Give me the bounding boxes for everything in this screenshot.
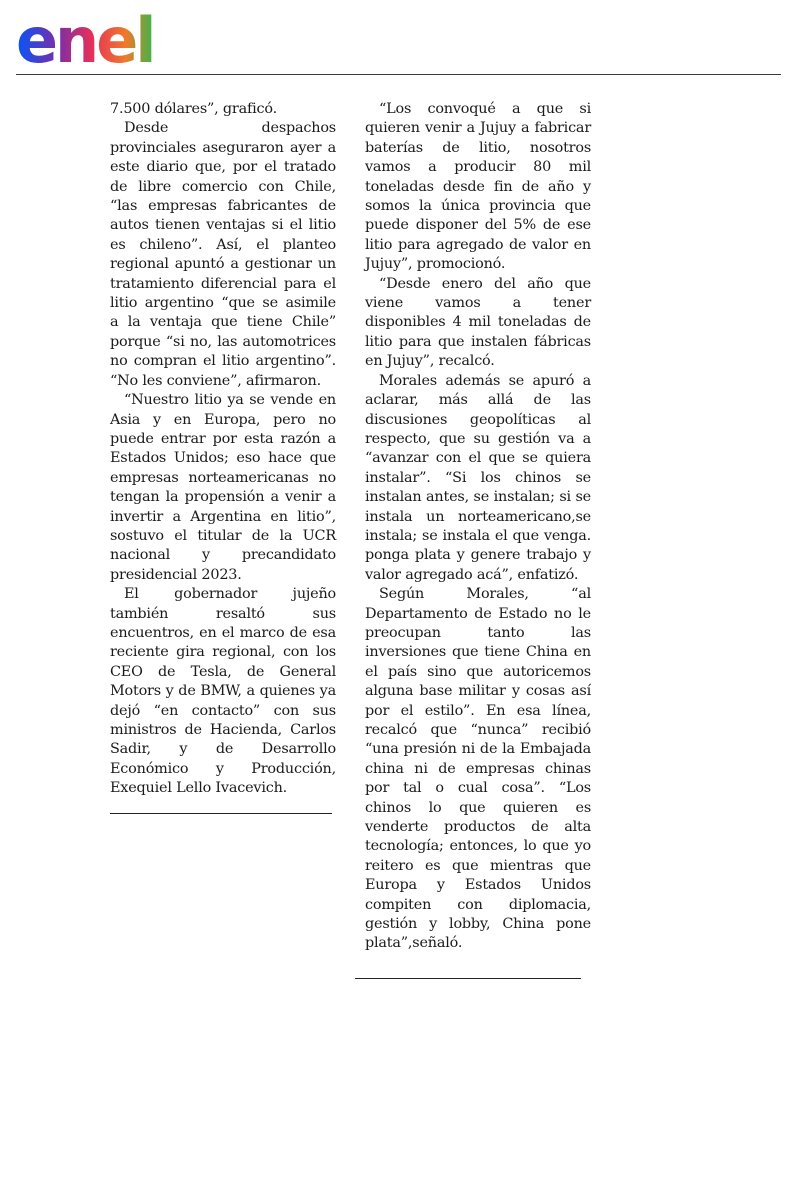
paragraph: Según Morales, “al Departamento de Estado no le preocupan tanto las inversiones que tiene China en el país sino que autoricemos alguna base militar y cosas así por el estilo”. En esa línea, recalcó que “nunca” recibió “una presión ni de la Embajada china ni de empresas chinas por tal o cual cosa”. “Los chinos lo que quieren es venderte productos de alta tecnología; entonces, lo que yo reitero es que mientras que Europa y Estados Unidos compiten con diplomacia, gestión y lobby, China pone plata”,señaló. [365, 586, 591, 952]
paragraph: 7.500 dólares”, graficó. [110, 101, 277, 117]
paragraph: “Nuestro litio ya se vende en Asia y en Europa, pero no puede entrar por esta razón a Estados Unidos; eso hace que empresas norteamericanas no tengan la propensión a venir a invertir a Argentina en litio”, sostuvo el titular de la UCR nacional y precandidato presidencial 2023. [110, 392, 336, 583]
paragraph: El gobernador jujeño también resaltó sus encuentros, en el marco de esa reciente gira regional, con los CEO de Tesla, de General Motors y de BMW, a quienes ya dejó “en contacto” con sus ministros de Hacienda, Carlos Sadir, y de Desarrollo Económico y Producción, Exequiel Lello Ivacevich. [110, 586, 336, 797]
article-column-right [365, 100, 591, 979]
paragraph: “Los convoqué a que si quieren venir a Jujuy a fabricar baterías de litio, nosotros vamos a producir 80 mil toneladas desde fin de año y somos la única provincia que puede disponer del 5% de ese litio para agregado de valor en Jujuy”, promocionó. [365, 101, 591, 273]
paragraph: Desde despachos provinciales aseguraron ayer a este diario que, por el tratado de libre comercio con Chile, “las empresas fabricantes de autos tienen ventajas si el litio es chileno”. Así, el planteo regional apuntó a gestionar un tratamiento diferencial para el litio argentino “que se asimile a la ventaja que tiene Chile” porque “si no, las automotrices no compran el litio argentino”. “No les conviene”, afirmaron. [110, 120, 336, 389]
article-column-left [110, 100, 336, 814]
paragraph: Morales además se apuró a aclarar, más allá de las discusiones geopolíticas al respecto, que su gestión va a “avanzar con el que se quiera instalar”. “Si los chinos se instalan antes, se instalan; si se instala un norteamericano,se instala; se instala el que venga. ponga plata y genere trabajo y valor agregado acá”, enfatizó. [365, 372, 591, 583]
column-end-divider [355, 978, 581, 979]
enel-logo [16, 6, 176, 70]
paragraph: “Desde enero del año que viene vamos a tener disponibles 4 mil toneladas de litio para que instalen fábricas en Jujuy”, recalcó. [365, 275, 591, 370]
column-end-divider [110, 813, 332, 814]
header-divider [16, 74, 781, 75]
enel-logo-text: enel [16, 6, 154, 70]
